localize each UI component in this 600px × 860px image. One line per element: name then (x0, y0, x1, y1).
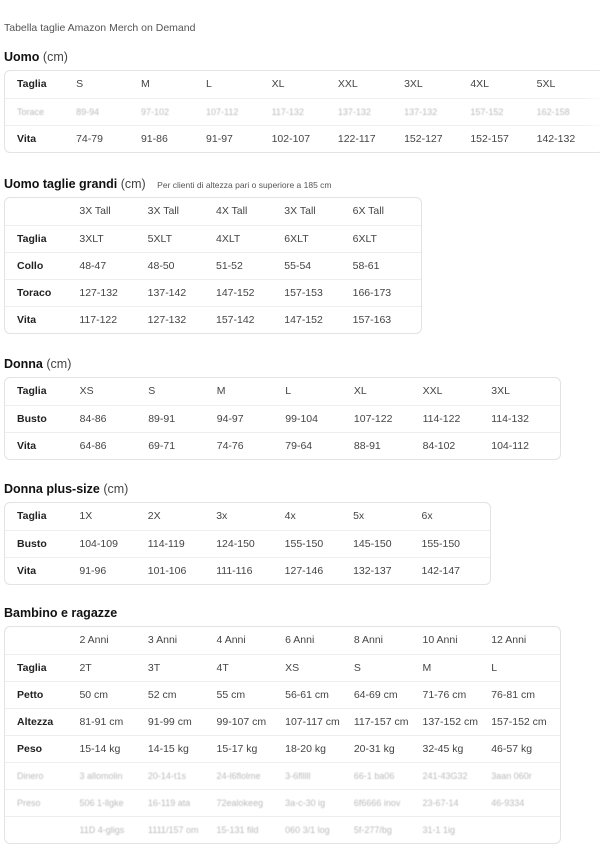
row-label: Vita (5, 432, 80, 459)
table-cell: 114-132 (491, 405, 560, 432)
table-cell: 6x (421, 510, 433, 523)
table-cell: 147-152 (216, 279, 284, 306)
table-row (5, 681, 560, 708)
table-cell: 127-132 (148, 306, 216, 333)
table-row (5, 816, 560, 843)
table-cell: 117-132 (272, 98, 338, 125)
table-row (5, 503, 490, 530)
row-label (5, 627, 79, 654)
table-cell: 58-61 (353, 252, 421, 279)
table-cell: 4T (217, 654, 286, 681)
table-cell: 142-147 (421, 557, 490, 584)
table-cell: 157-142 (216, 306, 284, 333)
table-cell: 152-127 (404, 125, 470, 152)
section-unit: (cm) (120, 177, 146, 191)
table-cell: 3x (216, 510, 228, 523)
table-row (5, 654, 560, 681)
table-row (5, 530, 490, 557)
row-label: Toraco (5, 279, 79, 306)
table-cell: 506 1-llgke (79, 789, 147, 816)
table-cell: 117-157 cm (354, 708, 423, 735)
table-cell: 3 allomolin (79, 762, 147, 789)
row-label: Taglia (17, 78, 47, 91)
table-cell: 74-79 (76, 125, 141, 152)
table-cell: 2T (79, 654, 147, 681)
table-cell: 46-9334 (491, 789, 560, 816)
table-row (5, 252, 421, 279)
section-unit: (cm) (42, 50, 68, 64)
table-cell: 55-54 (284, 252, 352, 279)
table-cell: 84-86 (80, 405, 149, 432)
table-cell: 4x (284, 510, 296, 523)
section-title-text: Donna (4, 357, 43, 371)
table-cell: 101-106 (148, 557, 216, 584)
table-cell: 152-157 (470, 125, 536, 152)
table-cell: 137-132 (404, 98, 470, 125)
table-cell: 114-122 (423, 405, 492, 432)
section-title-text: Uomo taglie grandi (4, 177, 118, 191)
row-label: Preso (5, 789, 79, 816)
table-cell: 107-112 (206, 98, 272, 125)
row-label: Busto (5, 405, 80, 432)
table-cell: 3XL (491, 385, 510, 398)
table-cell: 31-1 1ig (423, 816, 492, 843)
table-cell: 6X Tall (352, 205, 384, 218)
table-cell: 99-107 cm (217, 708, 286, 735)
row-label: Taglia (5, 225, 79, 252)
table-cell: L (491, 654, 560, 681)
table-cell: 155-150 (285, 530, 353, 557)
table-cell: 23-67-14 (423, 789, 492, 816)
row-label: Petto (5, 681, 79, 708)
table-cell: 157-152 (470, 98, 536, 125)
table-cell: 8 Anni (353, 634, 384, 647)
table-cell: 97-102 (141, 98, 206, 125)
row-label: Vita (5, 306, 79, 333)
table-cell: 114-119 (148, 530, 216, 557)
table-cell: 4XL (470, 78, 490, 91)
table-cell: 15-14 kg (79, 735, 147, 762)
table-cell: L (285, 385, 292, 398)
table-cell: 3-6flllll (285, 762, 354, 789)
table-cell: 2 Anni (79, 634, 109, 647)
table-row (5, 735, 560, 762)
table-cell: 20-14-t1s (148, 762, 217, 789)
row-label (5, 816, 79, 843)
table-cell: 69-71 (148, 432, 217, 459)
table-cell: 241-43G32 (423, 762, 492, 789)
table-row (5, 306, 421, 333)
table-cell: 157-152 cm (491, 708, 560, 735)
table-cell: 107-122 (354, 405, 423, 432)
table-cell: 3XL (404, 78, 423, 91)
table-cell: 76-81 cm (491, 681, 560, 708)
table-cell: 157-163 (353, 306, 421, 333)
table-cell: XL (353, 385, 367, 398)
table-donna (4, 377, 561, 460)
table-cell: 24-l6flolme (217, 762, 286, 789)
table-cell: 3X Tall (284, 205, 316, 218)
table-cell: M (423, 654, 492, 681)
table-cell: 5XLT (148, 225, 216, 252)
table-cell: 79-64 (285, 432, 354, 459)
table-cell: 122-117 (338, 125, 404, 152)
table-cell: 1111/157 om (148, 816, 217, 843)
table-cell: M (140, 78, 150, 91)
page-title: Tabella taglie Amazon Merch on Demand (4, 22, 196, 34)
table-cell: 66-1 ba06 (354, 762, 423, 789)
table-cell: 124-150 (216, 530, 284, 557)
table-cell: 127-146 (285, 557, 353, 584)
table-cell: 18-20 kg (285, 735, 354, 762)
table-row (5, 432, 560, 459)
table-cell: 3XLT (79, 225, 147, 252)
table-cell: 14-15 kg (148, 735, 217, 762)
table-cell: 32-45 kg (423, 735, 492, 762)
row-label: Vita (5, 557, 79, 584)
row-label: Peso (5, 735, 79, 762)
section-title-uomo-grandi (4, 177, 332, 191)
row-label: Taglia (17, 385, 47, 398)
table-cell: 4XLT (216, 225, 284, 252)
table-cell: S (148, 385, 156, 398)
table-cell: 157-153 (284, 279, 352, 306)
table-cell: S (354, 654, 423, 681)
table-cell: 48-47 (79, 252, 147, 279)
table-cell: 4 Anni (216, 634, 246, 647)
table-uomo-grandi (4, 197, 422, 334)
table-cell: 72ealokeeg (217, 789, 286, 816)
section-title-text: Uomo (4, 50, 40, 64)
row-label: Vita (5, 125, 76, 152)
table-cell: XL (271, 78, 285, 91)
row-label (5, 198, 79, 225)
section-unit: (cm) (103, 482, 129, 496)
section-title-text: Donna plus-size (4, 482, 100, 496)
table-cell: 52 cm (148, 681, 217, 708)
table-cell: 10 Anni (422, 634, 458, 647)
table-cell: 127-132 (79, 279, 147, 306)
table-row (5, 405, 560, 432)
section-title-bambino (4, 606, 117, 620)
table-cell: 94-97 (217, 405, 286, 432)
table-cell: 50 cm (79, 681, 147, 708)
table-cell: 6f6666 inov (354, 789, 423, 816)
table-cell: 11D 4-gligs (79, 816, 147, 843)
table-cell: 5f-277/bg (354, 816, 423, 843)
table-cell: 15-131 fild (217, 816, 286, 843)
table-cell: 91-86 (141, 125, 206, 152)
table-cell: 142-132 (537, 125, 600, 152)
table-cell: 162-158 (537, 98, 600, 125)
table-cell: 104-112 (491, 432, 560, 459)
table-cell: 12 Anni (491, 634, 527, 647)
table-cell: 166-173 (353, 279, 421, 306)
table-cell: 6 Anni (285, 634, 315, 647)
table-cell: 48-50 (148, 252, 216, 279)
table-cell: 3X Tall (147, 205, 179, 218)
table-row (5, 125, 600, 152)
table-cell: S (76, 78, 84, 91)
table-cell: 56-61 cm (285, 681, 354, 708)
row-label: Taglia (5, 654, 79, 681)
table-cell: 147-152 (284, 306, 352, 333)
table-cell: XXL (337, 78, 358, 91)
table-cell: L (206, 78, 212, 91)
table-cell (491, 816, 560, 843)
table-cell: 3X Tall (79, 205, 111, 218)
table-cell: 137-152 cm (423, 708, 492, 735)
table-cell: 51-52 (216, 252, 284, 279)
section-note: Per clienti di altezza pari o superiore a 185 cm (157, 180, 332, 190)
table-cell: 55 cm (217, 681, 286, 708)
table-cell: 15-17 kg (217, 735, 286, 762)
table-cell: 102-107 (272, 125, 338, 152)
row-label: Dinero (5, 762, 79, 789)
table-cell: 91-96 (79, 557, 147, 584)
table-cell: 6XLT (284, 225, 352, 252)
table-cell: 5x (353, 510, 365, 523)
table-cell: 64-69 cm (354, 681, 423, 708)
table-cell: 104-109 (79, 530, 147, 557)
table-row (5, 198, 421, 225)
table-cell: 132-137 (353, 557, 421, 584)
table-cell: 155-150 (421, 530, 490, 557)
table-cell: 84-102 (423, 432, 492, 459)
table-cell: 137-132 (338, 98, 404, 125)
table-cell: 117-122 (79, 306, 147, 333)
table-cell: 74-76 (217, 432, 286, 459)
row-label: Collo (5, 252, 79, 279)
table-cell: 1X (79, 510, 93, 523)
table-row (5, 98, 600, 125)
table-cell: 111-116 (216, 557, 284, 584)
section-title-text: Bambino e ragazze (4, 606, 118, 620)
table-cell: 16-119 ata (148, 789, 217, 816)
table-row (5, 789, 560, 816)
table-row (5, 627, 560, 654)
table-row (5, 279, 421, 306)
section-title-uomo (4, 50, 68, 64)
table-cell: 3aan 060r (491, 762, 560, 789)
section-title-donna-plus (4, 482, 128, 496)
row-label: Taglia (17, 510, 47, 523)
table-row (5, 557, 490, 584)
table-cell: XS (79, 385, 94, 398)
table-cell: 81-91 cm (79, 708, 147, 735)
table-cell: 88-91 (354, 432, 423, 459)
table-cell: 46-57 kg (491, 735, 560, 762)
table-cell: 91-97 (206, 125, 272, 152)
table-uomo (4, 70, 600, 153)
table-cell: 137-142 (148, 279, 216, 306)
table-cell: 6XLT (353, 225, 421, 252)
table-cell: 060 3/1 log (285, 816, 354, 843)
table-cell: 145-150 (353, 530, 421, 557)
table-row (5, 378, 560, 405)
table-cell: 5XL (536, 78, 556, 91)
table-cell: M (216, 385, 226, 398)
table-row (5, 762, 560, 789)
table-cell: 89-94 (76, 98, 141, 125)
section-unit: (cm) (46, 357, 72, 371)
table-cell: 91-99 cm (148, 708, 217, 735)
table-cell: 89-91 (148, 405, 217, 432)
table-cell: 99-104 (285, 405, 354, 432)
table-cell: XXL (422, 385, 443, 398)
table-cell: 3a-c-30 ig (285, 789, 354, 816)
table-row (5, 225, 421, 252)
row-label: Busto (5, 530, 79, 557)
table-row (5, 71, 600, 98)
table-cell: 2X (147, 510, 161, 523)
table-cell: 3T (148, 654, 217, 681)
row-label: Altezza (5, 708, 79, 735)
table-cell: 4X Tall (215, 205, 248, 218)
section-title-donna (4, 357, 71, 371)
table-bambino (4, 626, 561, 844)
table-cell: XS (285, 654, 354, 681)
table-cell: 71-76 cm (423, 681, 492, 708)
row-label: Torace (5, 98, 76, 125)
table-donna-plus (4, 502, 491, 585)
table-cell: 64-86 (80, 432, 149, 459)
table-row (5, 708, 560, 735)
table-cell: 107-117 cm (285, 708, 354, 735)
table-cell: 3 Anni (147, 634, 178, 647)
table-cell: 20-31 kg (354, 735, 423, 762)
